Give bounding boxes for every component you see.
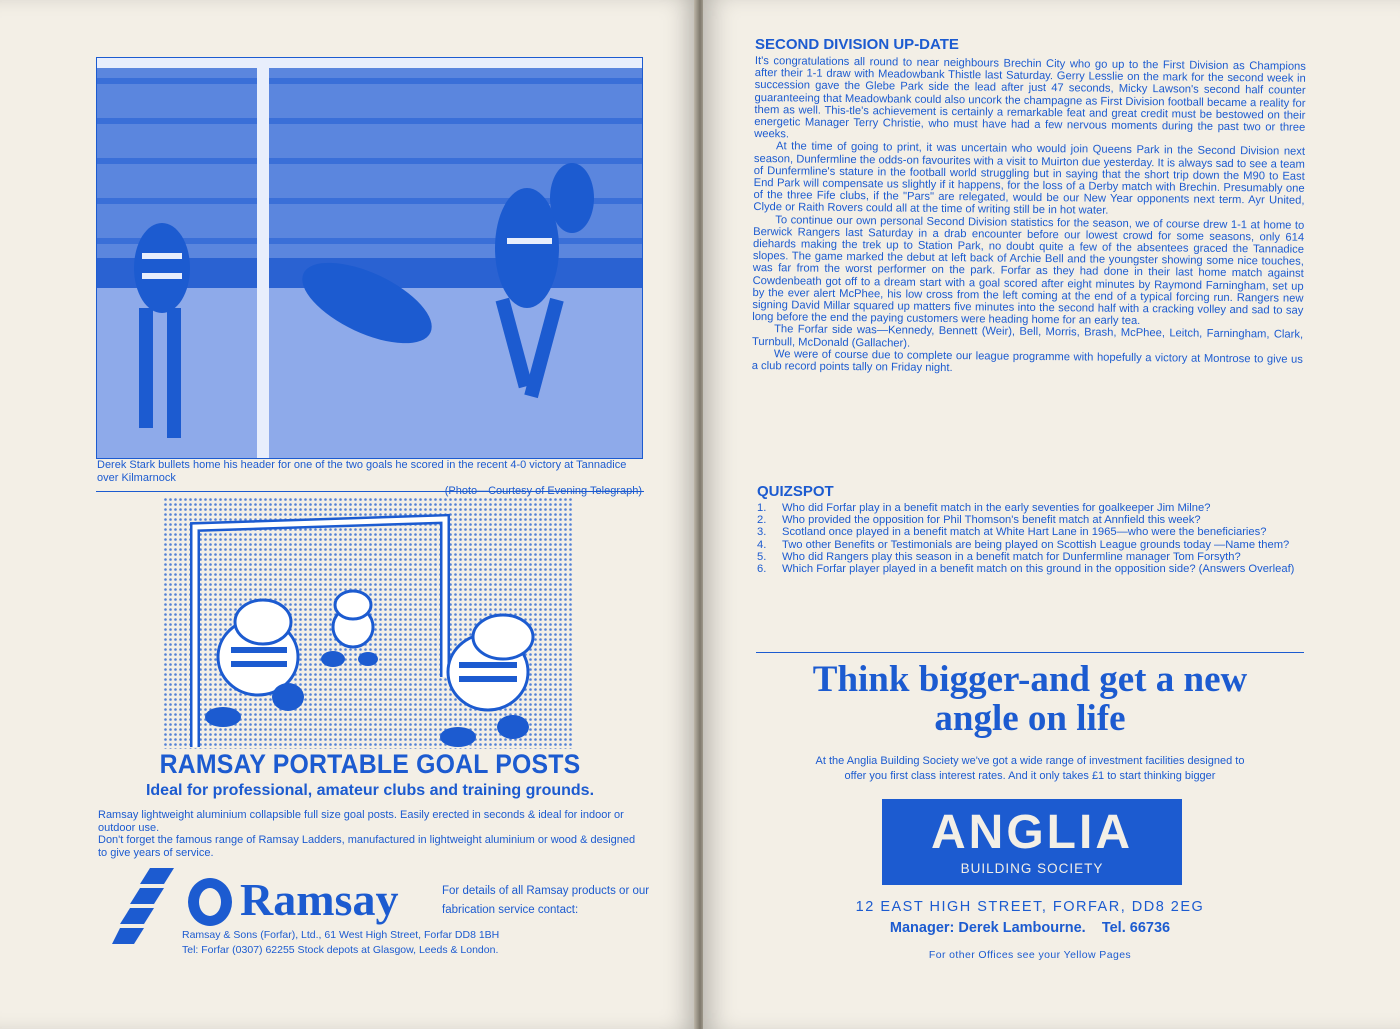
anglia-body bbox=[756, 754, 1304, 784]
quiz-text: Who did Rangers play this season in a benefit match for Dunfermline manager Tom Forsyth? bbox=[782, 550, 1241, 563]
quiz-question bbox=[757, 514, 1307, 526]
quiz-question bbox=[757, 551, 1307, 563]
goalpost-cartoon bbox=[163, 497, 574, 749]
quiz-text: Two other Benefits or Testimonials are being played on Scottish League grounds today —Name them? bbox=[782, 538, 1290, 551]
anglia-headline-2: angle on life bbox=[934, 698, 1126, 739]
divider-rule bbox=[96, 491, 644, 492]
left-page bbox=[0, 0, 697, 1029]
ramsay-headline: RAMSAY PORTABLE GOAL POSTS bbox=[159, 749, 581, 779]
quiz-text: Scotland once played in a benefit match at White Hart Lane in 1965—who were the beneficiaries? bbox=[782, 526, 1267, 539]
photo-credit: (Photo—Courtesy of Evening Telegraph) bbox=[444, 485, 642, 497]
quiz-number: 5. bbox=[757, 550, 767, 563]
anglia-logo-word: ANGLIA bbox=[931, 806, 1133, 859]
second-division-article bbox=[752, 55, 1306, 378]
quiz-question bbox=[757, 502, 1307, 514]
article-paragraph: We were of course due to complete our league programme with hopefully a victory at Montrose to give us a club record points tally on Friday night. bbox=[751, 348, 1303, 375]
quiz-number: 1. bbox=[757, 502, 767, 514]
anglia-other-offices: For other Offices see your Yellow Pages bbox=[928, 949, 1132, 961]
ramsay-address-1: Ramsay & Sons (Forfar), Ltd., 61 West High Street, Forfar DD8 1BH bbox=[182, 929, 500, 941]
article-paragraph: To continue our own personal Second Division statistics for the season, we of course drew 1-1 at home to Berwick Rangers last Saturday in a drab encounter before our lowest crowd for some seasons, only 614 diehards making the trek up to Station Park, no doubt quite a few of the absentees graced the Tannadice slopes. The game marked the debut at left back of Archie Bell and the youngster showing some nice touches, was far from the worst performer on the park. Forfar as they had done in their last home match against Cowdenbeath got off to a dream start with a goal scored after eight minutes by Raymond Farningham, set up by the ever alert McPhee, his low cross from the left coming at the end of a typical forcing run. Rangers new signing David Millar squared up matters five minutes into the second half with a cracking volley and sad to say long before the end the paying customers were heading home for an early tea. bbox=[752, 213, 1305, 328]
ramsay-address bbox=[182, 928, 652, 958]
quiz-text: Which Forfar player played in a benefit match on this ground in the opposition side? (Answers Overleaf) bbox=[782, 563, 1295, 576]
anglia-logo bbox=[882, 799, 1182, 885]
ramsay-body-2: Don't forget the famous range of Ramsay Ladders, manufactured in lightweight aluminium or wood & designed to give years of service. bbox=[98, 834, 636, 859]
article-paragraph: At the time of going to print, it was uncertain who would join Queens Park in the Second Division next season, Dunfermline the odds-on favourites with a visit to Muirton due yesterday. It is always sad to see a team of Dunfermline's stature in the football world struggling but in saying that the short trip down the M90 to East End Park will compensate us slightly if it happens, for the loss of a Derby match with Brechin. Presumably one of the three Fife clubs, if the "Pars" are relegated, would be our New Year opponents next term. Ayr United, Clyde or Raith Rovers could all at the time of writing still be in hot water. bbox=[753, 140, 1306, 218]
anglia-headline-1: Think bigger-and get a new bbox=[812, 659, 1248, 700]
anglia-body-2: offer you first class interest rates. And it only takes £1 to start thinking bigger bbox=[844, 770, 1216, 782]
ramsay-body-1: Ramsay lightweight aluminium collapsible full size goal posts. Easily erected in seconds & ideal for indoor or outdoor use. bbox=[98, 809, 624, 834]
quiz-number: 3. bbox=[757, 526, 767, 539]
quiz-number: 4. bbox=[757, 538, 767, 551]
ramsay-logo-word: Ramsay bbox=[240, 874, 399, 925]
quiz-text: Who provided the opposition for Phil Thomson's benefit match at Annfield this week? bbox=[782, 514, 1201, 527]
ramsay-contact: For details of all Ramsay products or our fabrication service contact: bbox=[442, 885, 650, 916]
caption-text: Derek Stark bullets home his header for one of the two goals he scored in the recent 4-0 victory at Tannadice over Kilmarnock bbox=[97, 459, 627, 484]
anglia-headline bbox=[756, 660, 1304, 738]
article-paragraph: The Forfar side was—Kennedy, Bennett (Weir), Bell, Morris, Brash, McPhee, Leitch, Farningham, Clark, Turnbull, McDonald (Gallacher). bbox=[751, 323, 1304, 350]
anglia-body-1: At the Anglia Building Society we've got a wide range of investment facilities designed to bbox=[815, 755, 1245, 767]
anglia-address: 12 EAST HIGH STREET, FORFAR, DD8 2EG bbox=[855, 899, 1205, 915]
quiz-number: 2. bbox=[757, 514, 767, 527]
quiz-number: 6. bbox=[757, 563, 767, 576]
ramsay-address-2: Tel: Forfar (0307) 62255 Stock depots at Glasgow, Leeds & London. bbox=[182, 944, 499, 956]
second-division-title: SECOND DIVISION UP-DATE bbox=[755, 36, 959, 53]
match-photo bbox=[96, 57, 643, 459]
quizspot-list bbox=[757, 502, 1307, 575]
divider-rule bbox=[756, 652, 1304, 653]
ramsay-subheadline: Ideal for professional, amateur clubs and training grounds. bbox=[145, 782, 595, 799]
photo-caption bbox=[97, 459, 642, 498]
ramsay-body bbox=[98, 809, 643, 859]
anglia-logo-sub: BUILDING SOCIETY bbox=[960, 861, 1104, 876]
quiz-question bbox=[757, 563, 1307, 575]
quiz-text: Who did Forfar play in a benefit match in the early seventies for goalkeeper Jim Milne? bbox=[782, 502, 1211, 514]
quiz-question bbox=[757, 539, 1307, 551]
quizspot-title: QUIZSPOT bbox=[757, 483, 834, 500]
quiz-question bbox=[757, 526, 1307, 538]
anglia-manager: Manager: Derek Lambourne. Tel. 66736 bbox=[889, 920, 1171, 936]
article-paragraph: It's congratulations all round to near neighbours Brechin City who go up to the First Division as Champions after their 1-1 draw with Meadowbank Thistle last Saturday. Gerry Lesslie on the mark for the second week in succession gave the Glebe Park side the lead after just 47 seconds, Micky Lawson's second half counter guaranteeing that Meadowbank could also uncork the champagne as First Division football became a reality for them as well. This-tle's achievement is certainly a remarkable feat and great credit must be bestowed on their energetic Manager Terry Christie, who must have had a few nervous moments during the past two or three weeks. bbox=[754, 55, 1306, 141]
